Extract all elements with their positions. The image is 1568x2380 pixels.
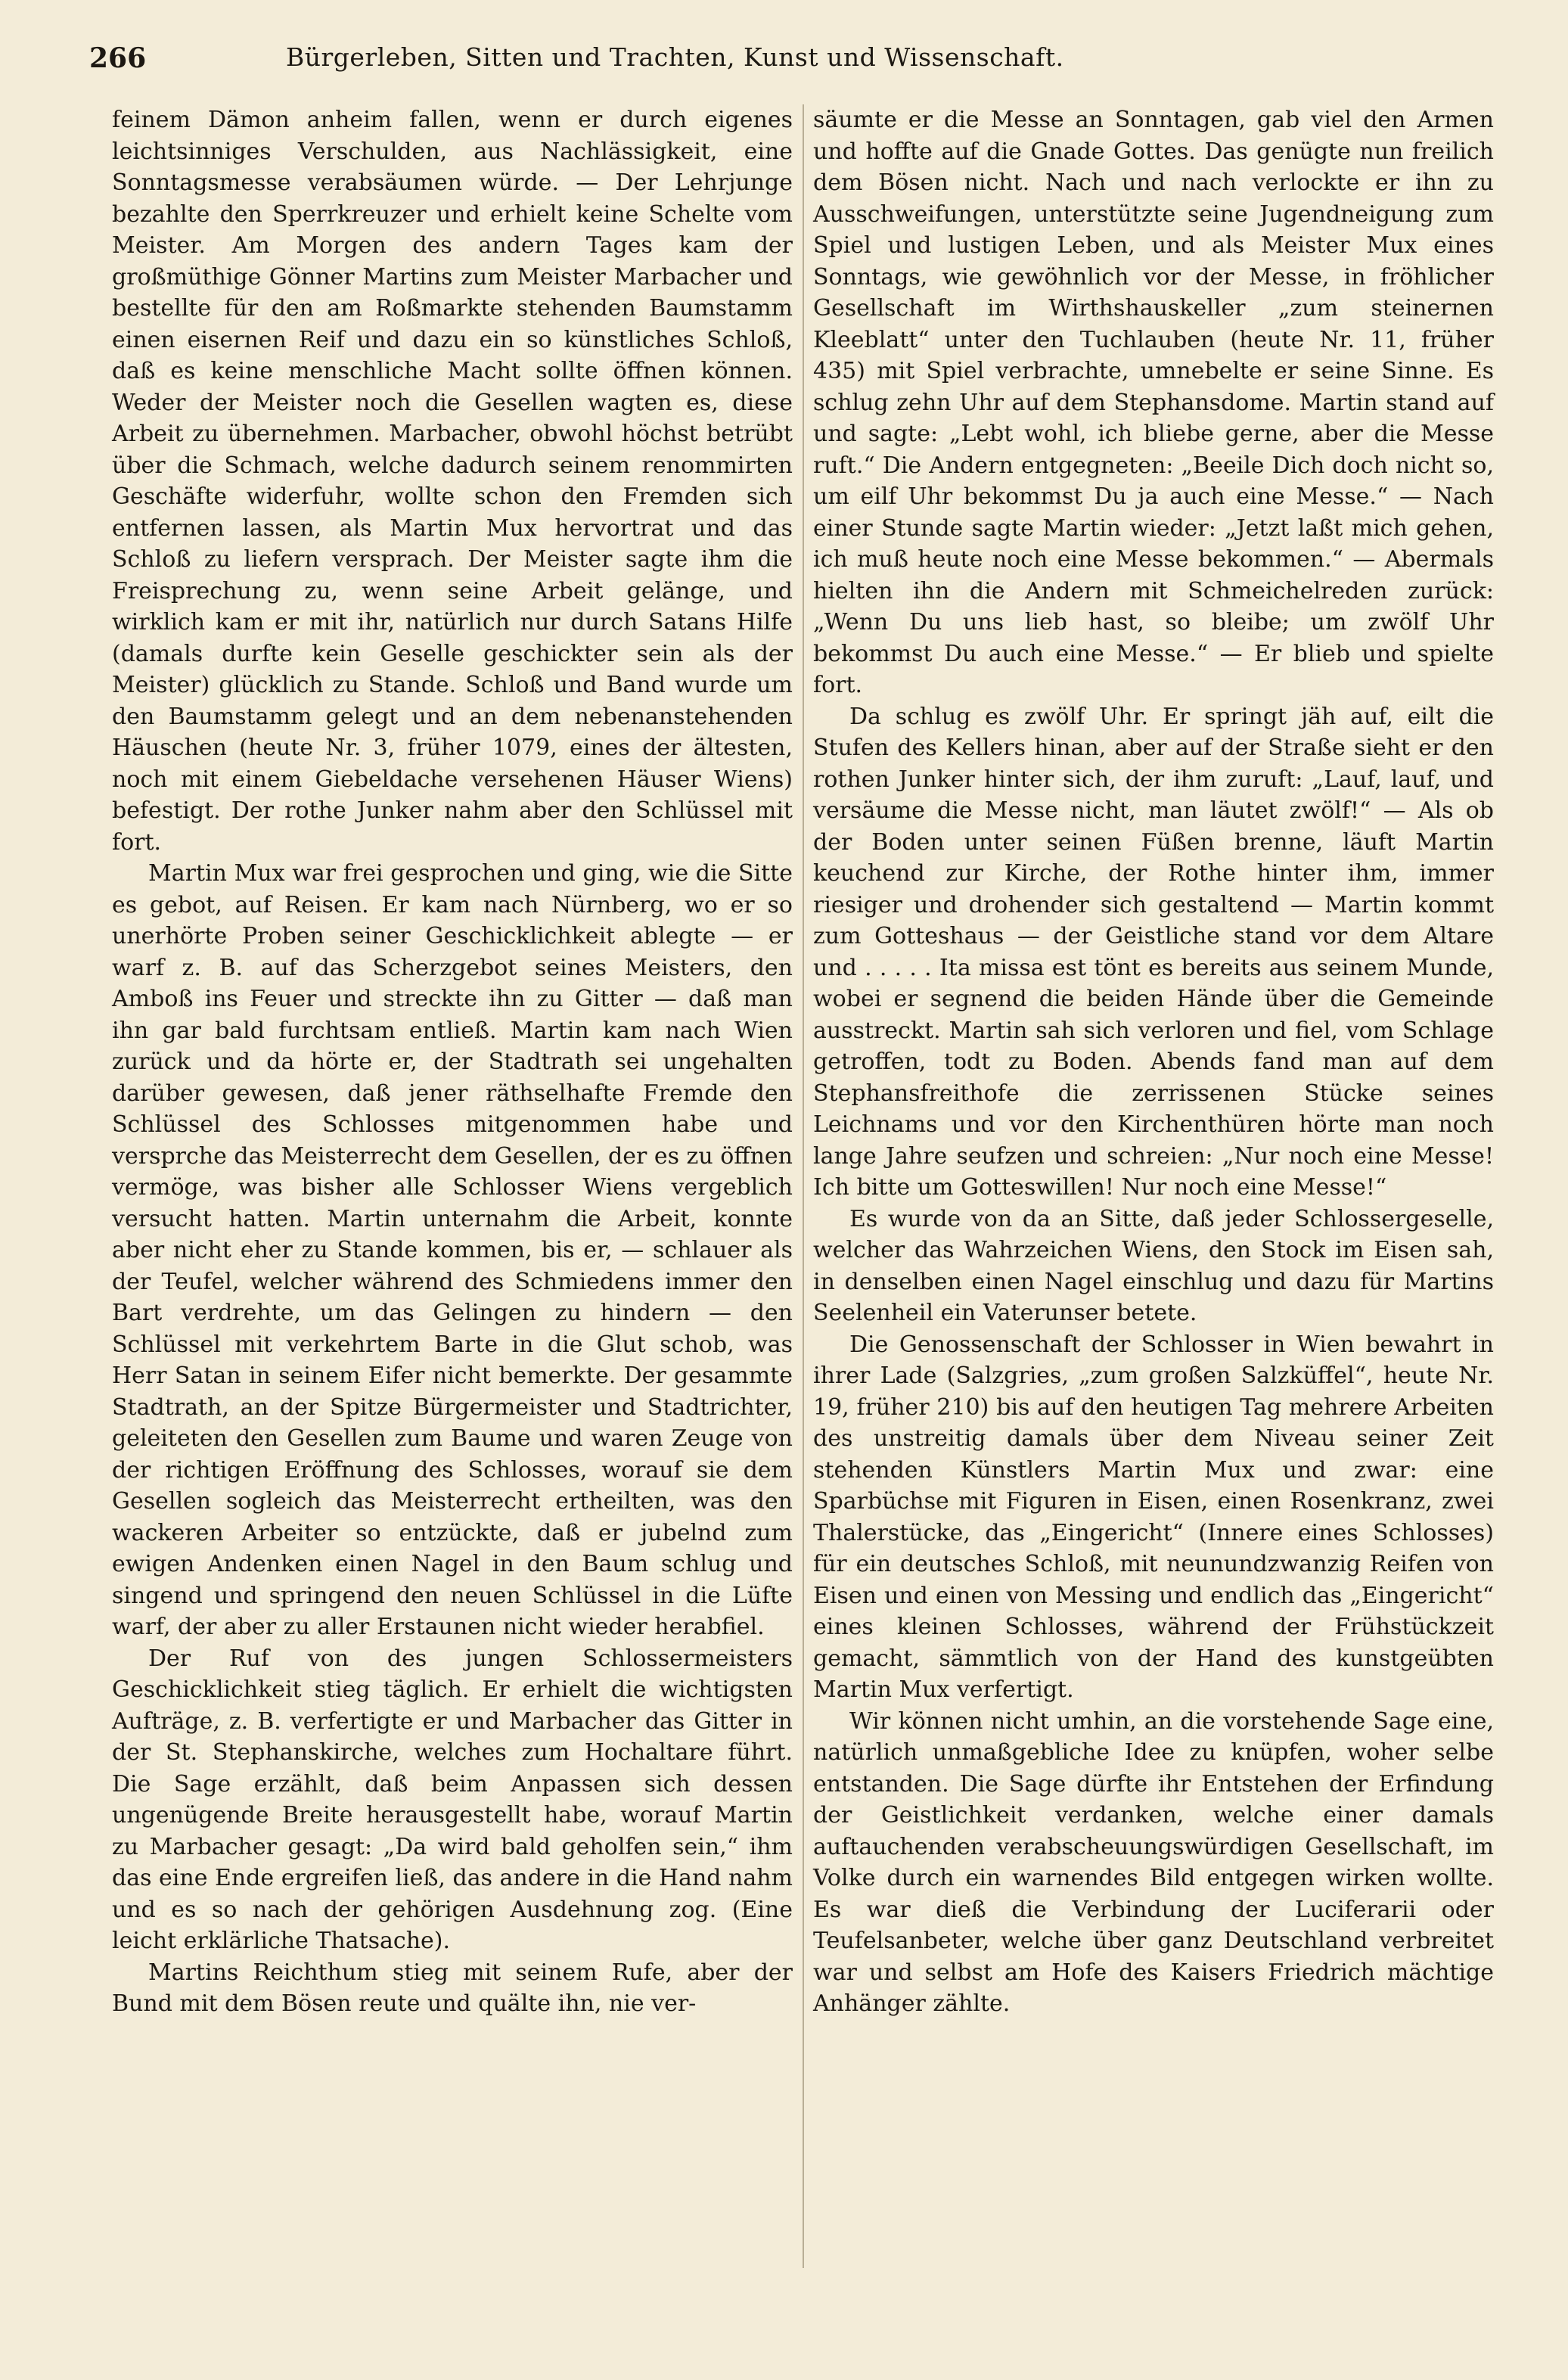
paragraph: Die Genossenschaft der Schlosser in Wien bewahrt in ihrer Lade (Salzgries, „zum großen Salzküffel“, heute Nr. 19, früher 210) bis auf den heutigen Tag mehrere Arbeiten des unstreitig damals über dem Niveau seiner Zeit stehenden Künstlers Martin Mux und zwar: eine Sparbüchse mit Figuren in Eisen, einen Rosenkranz, zwei Thalerstücke, das „Eingericht“ (Innere eines Schlosses) für ein deutsches Schloß, mit neunundzwanzig Reifen von Eisen und einen von Messing und endlich das „Eingericht“ eines kleinen Schlosses, während der Frühstückzeit gemacht, sämmtlich von der Hand des kunstgeübten Martin Mux verfertigt. — [813, 1331, 1494, 1703]
paragraph: Martins Reichthum stieg mit seinem Rufe, aber der Bund mit dem Bösen reute und quälte ihn, nie ver- — [112, 1959, 793, 2017]
column-divider — [803, 104, 804, 2268]
left-column — [112, 104, 793, 2020]
paragraph: Der Ruf von des jungen Schlossermeisters Geschicklichkeit stieg täglich. Er erhielt die wichtigsten Aufträge, z. B. verfertigte er und Marbacher das Gitter in der St. Stephanskirche, welches zum Hochaltare führt. Die Sage erzählt, daß beim Anpassen sich dessen ungenügende Breite herausgestellt habe, worauf Martin zu Marbacher gesagt: „Da wird bald geholfen sein,“ ihm das eine Ende ergreifen ließ, das andere in die Hand nahm und es so nach der gehörigen Ausdehnung zog. (Eine leicht erklärliche Thatsache). — [112, 1645, 793, 1954]
paragraph: säumte er die Messe an Sonntagen, gab viel den Armen und hoffte auf die Gnade Gottes. Das genügte nun freilich dem Bösen nicht. Nach und nach verlockte er ihn zu Ausschweifungen, unterstützte seine Jugendneigung zum Spiel und lustigen Leben, und als Meister Mux eines Sonntags, wie gewöhnlich vor der Messe, in fröhlicher Gesellschaft im Wirthshauskeller „zum steinernen Kleeblatt“ unter den Tuchlauben (heute Nr. 11, früher 435) mit Spiel verbrachte, umnebelte er seine Sinne. Es schlug zehn Uhr auf dem Stephansdome. Martin stand auf und sagte: „Lebt wohl, ich bliebe gerne, aber die Messe ruft.“ Die Andern entgegneten: „Beeile Dich doch nicht so, um eilf Uhr bekommst Du ja auch eine Messe.“ — Nach einer Stunde sagte Martin wieder: „Jetzt laßt mich gehen, ich muß heute noch eine Messe bekommen.“ — Abermals hielten ihn die Andern mit Schmeichelreden zurück: „Wenn Du uns lieb hast, so bleibe; um zwölf Uhr bekommst Du auch eine Messe.“ — Er blieb und spielte fort. — [813, 107, 1494, 698]
running-head: Bürgerleben, Sitten und Trachten, Kunst und Wissenschaft. — [286, 42, 1064, 72]
paragraph: Wir können nicht umhin, an die vorstehende Sage eine, natürlich unmaßgebliche Idee zu knüpfen, woher selbe entstanden. Die Sage dürfte ihr Entstehen der Erfindung der Geistlichkeit verdanken, welche einer damals auftauchenden verabscheuungswürdigen Gesellschaft, im Volke durch ein warnendes Bild entgegen wirken wollte. Es war dieß die Verbindung der Luciferarii oder Teufelsanbeter, welche über ganz Deutschland verbreitet war und selbst am Hofe des Kaisers Friedrich mächtige Anhänger zählte. — [813, 1707, 1494, 2017]
paragraph: feinem Dämon anheim fallen, wenn er durch eigenes leichtsinniges Verschulden, aus Nachlässigkeit, eine Sonntagsmesse verabsäumen würde. — Der Lehrjunge bezahlte den Sperrkreuzer und erhielt keine Schelte vom Meister. Am Morgen des andern Tages kam der großmüthige Gönner Martins zum Meister Marbacher und bestellte für den am Roßmarkte stehenden Baumstamm einen eisernen Reif und dazu ein so künstliches Schloß, daß es keine menschliche Macht sollte öffnen können. Weder der Meister noch die Gesellen wagten es, diese Arbeit zu übernehmen. Marbacher, obwohl höchst betrübt über die Schmach, welche dadurch seinem renommirten Geschäfte widerfuhr, wollte schon den Fremden sich entfernen lassen, als Martin Mux hervortrat und das Schloß zu liefern versprach. Der Meister sagte ihm die Freisprechung zu, wenn seine Arbeit gelänge, und wirklich kam er mit ihr, natürlich nur durch Satans Hilfe (damals durfte kein Geselle geschickter sein als der Meister) glücklich zu Stande. Schloß und Band wurde um den Baumstamm gelegt und an dem nebenanstehenden Häuschen (heute Nr. 3, früher 1079, eines der ältesten, noch mit einem Giebeldache versehenen Häuser Wiens) befestigt. Der rothe Junker nahm aber den Schlüssel mit fort. — [112, 107, 793, 856]
paragraph: Da schlug es zwölf Uhr. Er springt jäh auf, eilt die Stufen des Kellers hinan, aber auf der Straße sieht er den rothen Junker hinter sich, der ihm zuruft: „Lauf, lauf, und versäume die Messe nicht, man läutet zwölf!“ — Als ob der Boden unter seinen Füßen brenne, läuft Martin keuchend zur Kirche, der Rothe hinter ihm, immer riesiger und drohender sich gestaltend — Martin kommt zum Gotteshaus — der Geistliche stand vor dem Altare und . . . . . Ita missa est tönt es bereits aus seinem Munde, wobei er segnend die beiden Hände über die Gemeinde ausstreckt. Martin sah sich verloren und fiel, vom Schlage getroffen, todt zu Boden. Abends fand man auf dem Stephansfreithofe die zerrissenen Stücke seines Leichnams und vor den Kirchenthüren hörte man noch lange Jahre seufzen und schreien: „Nur noch eine Messe! Ich bitte um Gotteswillen! Nur noch eine Messe!“ — [813, 703, 1494, 1201]
paragraph: Martin Mux war frei gesprochen und ging, wie die Sitte es gebot, auf Reisen. Er kam nach Nürnberg, wo er so unerhörte Proben seiner Geschicklichkeit ablegte — er warf z. B. auf das Scherzgebot seines Meisters, den Amboß ins Feuer und streckte ihn zu Gitter — daß man ihn gar bald furchtsam entließ. Martin kam nach Wien zurück und da hörte er, der Stadtrath sei ungehalten darüber gewesen, daß jener räthselhafte Fremde den Schlüssel des Schlosses mitgenommen habe und versprche das Meisterrecht dem Gesellen, der es zu öffnen vermöge, was bisher alle Schlosser Wiens vergeblich versucht hatten. Martin unternahm die Arbeit, konnte aber nicht eher zu Stande kommen, bis er, — schlauer als der Teufel, welcher während des Schmiedens immer den Bart verdrehte, um das Gelingen zu hindern — den Schlüssel mit verkehrtem Barte in die Glut schob, was Herr Satan in seinem Eifer nicht bemerkte. Der gesammte Stadtrath, an der Spitze Bürgermeister und Stadtrichter, geleiteten den Gesellen zum Baume und waren Zeuge von der richtigen Eröffnung des Schlosses, worauf sie dem Gesellen sogleich das Meisterrecht ertheilten, was den wackeren Arbeiter so entzückte, daß er jubelnd zum ewigen Andenken einen Nagel in den Baum schlug und singend und springend den neuen Schlüssel in die Lüfte warf, der aber zu aller Erstaunen nicht wieder herabfiel. — [112, 860, 793, 1640]
paragraph: Es wurde von da an Sitte, daß jeder Schlossergeselle, welcher das Wahrzeichen Wiens, den Stock im Eisen sah, in denselben einen Nagel einschlug und dazu für Martins Seelenheil ein Vaterunser betete. — [813, 1205, 1494, 1326]
page-header — [89, 42, 1194, 79]
right-column — [813, 104, 1494, 2020]
page-number: 266 — [89, 42, 147, 74]
